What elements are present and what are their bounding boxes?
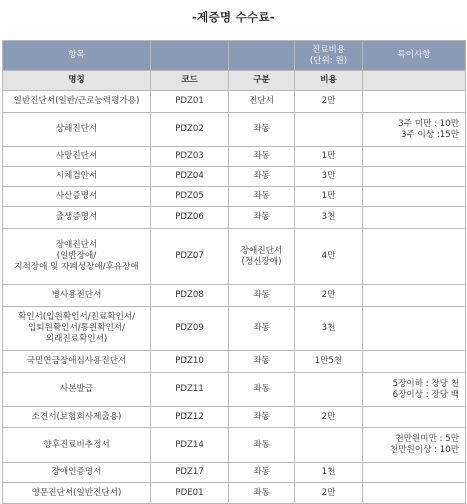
table-row: [3, 407, 466, 428]
row-name: 향후진료비추정서: [3, 428, 151, 463]
row-name: 시체검안서: [3, 167, 151, 187]
row-name: 확인서(입원확인서/진료확인서/ 입퇴원확인서/통원확인서/ 외래진료확인서): [3, 307, 151, 351]
row-cost: 3만: [295, 167, 363, 187]
table-row: [3, 428, 466, 463]
table-row: [3, 285, 466, 307]
row-category: 좌동: [229, 428, 295, 463]
row-note: [363, 91, 466, 113]
row-code: PDZ02: [151, 113, 229, 147]
row-name: 국민연금장애심사용진단서: [3, 351, 151, 373]
row-code: PDE01: [151, 483, 229, 504]
header-item: 항목: [3, 41, 151, 71]
row-code: PDZ04: [151, 167, 229, 187]
table-row: [3, 147, 466, 167]
row-category: 좌동: [229, 483, 295, 504]
row-name: 영문진단서(일반진단서): [3, 483, 151, 504]
table-row: [3, 207, 466, 229]
subheader-special-blank: [363, 71, 466, 91]
row-name: 사망진단서: [3, 147, 151, 167]
subheader-code: 코드: [151, 71, 229, 91]
header-blank-code: [151, 41, 229, 71]
row-category: 좌동: [229, 285, 295, 307]
subheader-name: 명칭: [3, 71, 151, 91]
row-code: PDZ09: [151, 307, 229, 351]
subheader-category: 구분: [229, 71, 295, 91]
row-category: 좌동: [229, 207, 295, 229]
row-code: PDZ05: [151, 187, 229, 207]
table-row: [3, 373, 466, 407]
row-cost: 2만: [295, 407, 363, 428]
row-note: [363, 307, 466, 351]
row-category: 좌동: [229, 147, 295, 167]
row-category: 좌동: [229, 373, 295, 407]
row-note: 천만원미만 : 5만 천만원이상 : 10만: [363, 428, 466, 463]
row-cost: 4만: [295, 229, 363, 285]
table-row: [3, 229, 466, 285]
row-code: PDZ06: [151, 207, 229, 229]
table-row: [3, 91, 466, 113]
row-cost: 1천: [295, 463, 363, 483]
table-row: [3, 351, 466, 373]
row-cost: 1만5천: [295, 351, 363, 373]
row-note: [363, 229, 466, 285]
row-name: 사본발급: [3, 373, 151, 407]
row-note: [363, 187, 466, 207]
row-cost: [295, 428, 363, 463]
row-note: [363, 147, 466, 167]
fee-table: [2, 40, 466, 504]
row-cost: 2만: [295, 91, 363, 113]
table-header-row: [3, 41, 466, 71]
row-cost: 3천: [295, 307, 363, 351]
row-name: 장애인증명서: [3, 463, 151, 483]
row-category: 진단서: [229, 91, 295, 113]
row-category: 좌동: [229, 407, 295, 428]
table-subheader-row: [3, 71, 466, 91]
row-name: 일반진단서(일반/근로능력평가용): [3, 91, 151, 113]
row-code: PDZ03: [151, 147, 229, 167]
row-category: 좌동: [229, 307, 295, 351]
row-code: PDZ07: [151, 229, 229, 285]
header-blank-category: [229, 41, 295, 71]
table-body: [3, 91, 466, 504]
row-category: 장애진단서 (정신장애): [229, 229, 295, 285]
row-code: PDZ08: [151, 285, 229, 307]
row-note: [363, 463, 466, 483]
table-row: [3, 113, 466, 147]
row-note: [363, 285, 466, 307]
table-row: [3, 187, 466, 207]
row-cost: 1만: [295, 147, 363, 167]
table-row: [3, 307, 466, 351]
row-category: 좌동: [229, 167, 295, 187]
header-special: 특이사항: [363, 41, 466, 71]
row-name: 소견서(보험회사제출용): [3, 407, 151, 428]
row-cost: 2만: [295, 483, 363, 504]
row-name: 장애진단서 (일반장애/ 지적장애 및 자폐성장애/후유장애: [3, 229, 151, 285]
row-name: 사산증명서: [3, 187, 151, 207]
row-cost: 3천: [295, 207, 363, 229]
row-note: [363, 351, 466, 373]
row-code: PDZ10: [151, 351, 229, 373]
row-cost: 2만: [295, 285, 363, 307]
table-row: [3, 463, 466, 483]
row-note: [363, 407, 466, 428]
row-category: 좌동: [229, 113, 295, 147]
row-category: 좌동: [229, 351, 295, 373]
page-title: -제증명 수수료-: [192, 10, 275, 24]
row-note: 5장이하 : 장당 천 6장이상 : 장당 백: [363, 373, 466, 407]
table-row: [3, 167, 466, 187]
row-code: PDZ14: [151, 428, 229, 463]
row-name: 출생증명서: [3, 207, 151, 229]
row-category: 좌동: [229, 463, 295, 483]
row-note: 3주 미만 : 10만 3주 이상 :15만: [363, 113, 466, 147]
row-code: PDZ11: [151, 373, 229, 407]
row-cost: [295, 373, 363, 407]
table-row: [3, 483, 466, 504]
row-code: PDZ12: [151, 407, 229, 428]
row-cost: 1만: [295, 187, 363, 207]
row-name: 상해진단서: [3, 113, 151, 147]
row-note: [363, 207, 466, 229]
row-name: 병사용진단서: [3, 285, 151, 307]
subheader-cost: 비용: [295, 71, 363, 91]
row-note: [363, 167, 466, 187]
header-fee-group: 진료비용 (단위: 원): [295, 41, 363, 71]
row-note: [363, 483, 466, 504]
row-category: 좌동: [229, 187, 295, 207]
row-code: PDZ01: [151, 91, 229, 113]
row-cost: [295, 113, 363, 147]
row-code: PDZ17: [151, 463, 229, 483]
